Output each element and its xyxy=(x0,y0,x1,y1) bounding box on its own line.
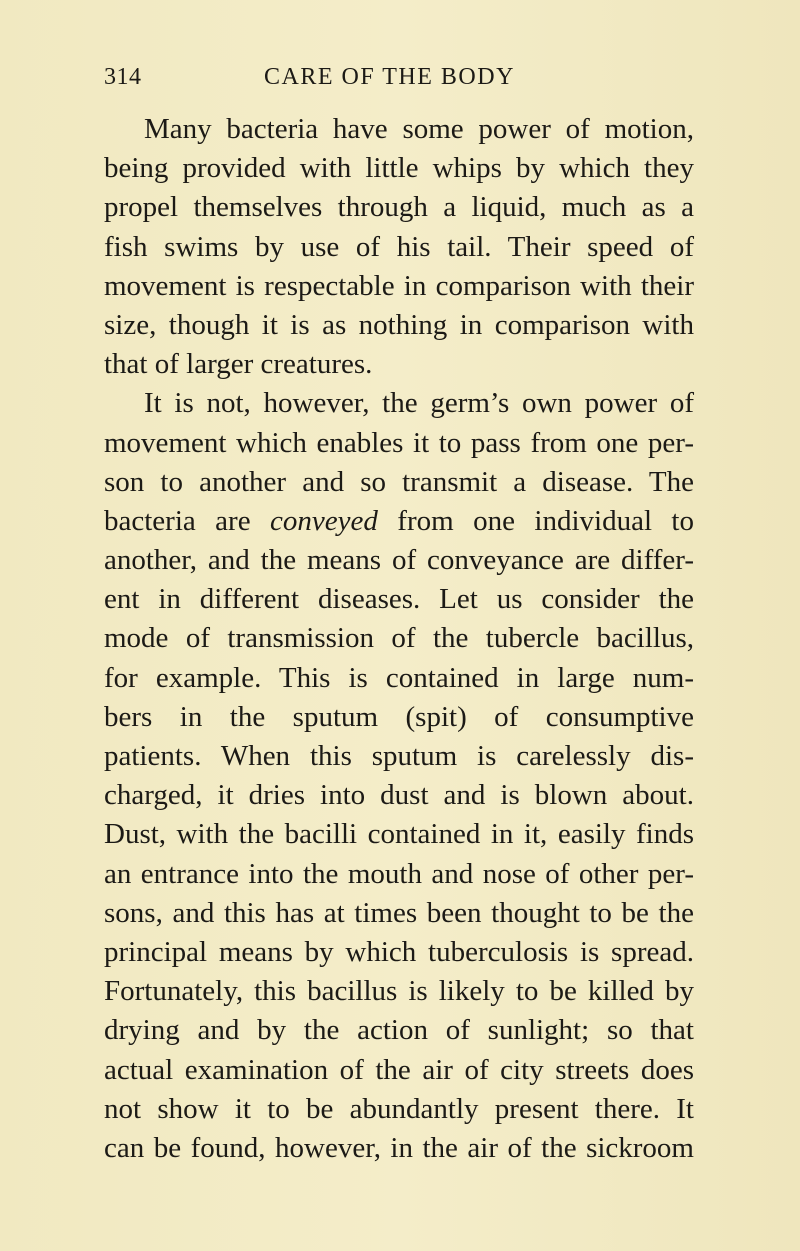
text-line: sons, and this has at times been thought to be the xyxy=(104,896,694,929)
text-line: principal means by which tuberculosis is spread. xyxy=(104,935,694,968)
text-line: Fortunately, this bacillus is likely to be killed by xyxy=(104,975,694,1008)
running-head: CARE OF THE BODY xyxy=(264,64,515,90)
text-line: movement which enables it to pass from one per- xyxy=(104,426,694,459)
text-line: Dust, with the bacilli contained in it, easily finds xyxy=(104,818,694,851)
text-line: size, though it is as nothing in comparison with xyxy=(104,308,694,341)
text-line: charged, it dries into dust and is blown about. xyxy=(104,779,694,812)
body-text xyxy=(104,110,694,1168)
text-line: movement is respectable in comparison with their xyxy=(104,269,694,302)
text-line: that of larger creatures. xyxy=(104,348,373,381)
text-line: It is not, however, the germ’s own power of xyxy=(144,387,694,420)
text-line: being provided with little whips by which they xyxy=(104,152,694,185)
text-line: son to another and so transmit a disease. The xyxy=(104,465,694,498)
text-line: patients. When this sputum is carelessly dis- xyxy=(104,740,694,772)
text-line: propel themselves through a liquid, much as a xyxy=(104,191,694,224)
text-line xyxy=(104,502,694,541)
text-line: actual examination of the air of city streets does xyxy=(104,1053,694,1086)
text-line: another, and the means of conveyance are differ- xyxy=(104,544,694,577)
text-line: fish swims by use of his tail. Their speed of xyxy=(104,230,694,263)
text-line: bers in the sputum (spit) of consumptive xyxy=(104,700,694,733)
text-line: drying and by the action of sunlight; so that xyxy=(104,1014,694,1047)
text-segment: from one individual to xyxy=(377,504,694,537)
text-line: ent in different diseases. Let us consider the xyxy=(104,583,694,616)
emphasized-word: conveyed xyxy=(270,504,378,537)
text-line: Many bacteria have some power of motion, xyxy=(144,113,694,145)
page-header xyxy=(104,64,696,94)
text-segment: bacteria are xyxy=(104,504,271,537)
text-line: an entrance into the mouth and nose of other per- xyxy=(104,857,694,890)
page-number: 314 xyxy=(104,64,142,90)
text-line: mode of transmission of the tubercle bacillus, xyxy=(104,622,694,655)
text-line: not show it to be abundantly present there. It xyxy=(104,1092,694,1125)
text-line: can be found, however, in the air of the sickroom xyxy=(104,1131,694,1164)
text-line: for example. This is contained in large num- xyxy=(104,661,694,694)
